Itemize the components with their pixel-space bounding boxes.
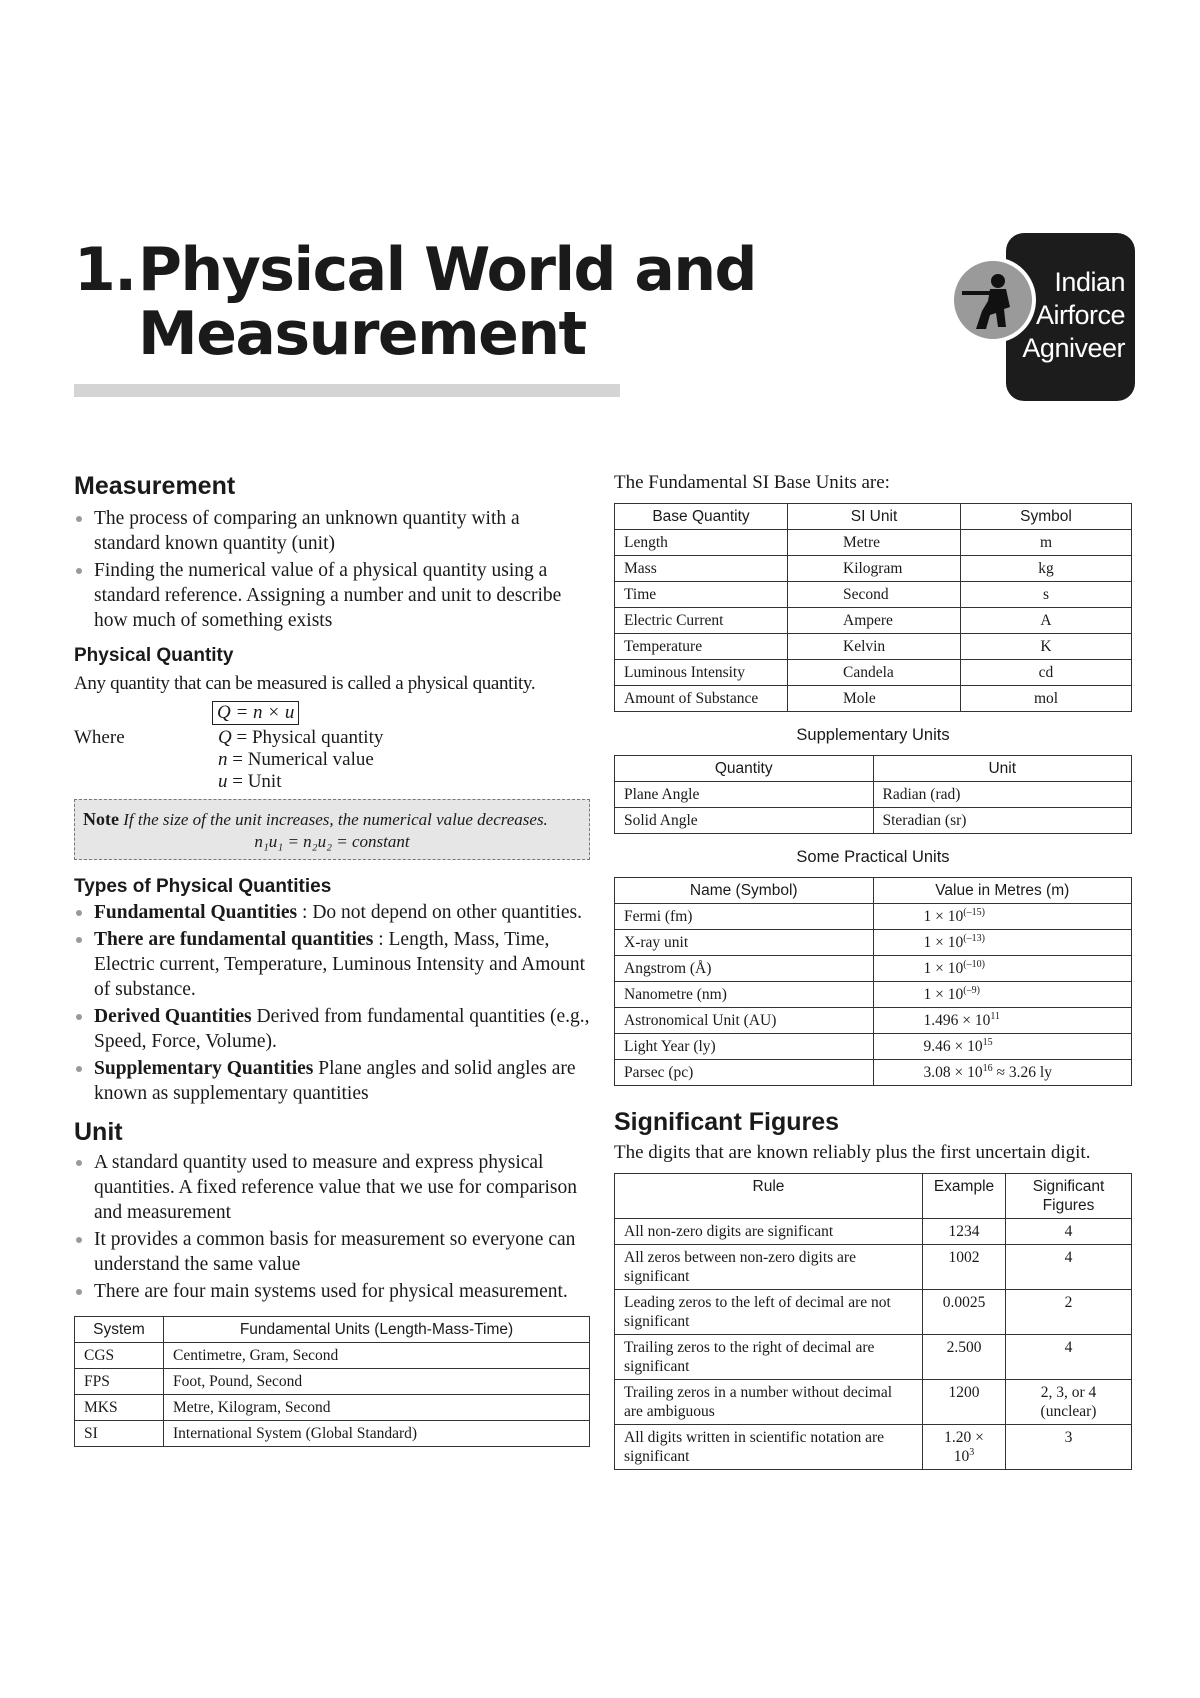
unit-bullets [74,1150,590,1304]
unit-heading: Unit [74,1118,123,1146]
chapter-number: 1. [74,235,136,305]
formula-box: Q = n × u [212,701,299,725]
table-header: Base Quantity [615,504,788,530]
table-cell: Metre, Kilogram, Second [164,1395,590,1421]
si-units-intro: The Fundamental SI Base Units are: [614,472,890,493]
chapter-title-line1: Physical World and [138,235,756,305]
list-item: There are four main systems used for physical measurement. [74,1279,590,1304]
table-row: Temperature Kelvin K [615,634,1132,660]
table-cell: CGS [75,1343,164,1369]
table-row: Solid Angle Steradian (sr) [615,808,1132,834]
note-label: Note [83,809,119,829]
table-header: Fundamental Units (Length-Mass-Time) [164,1317,590,1343]
table-row: Fermi (fm) $1 \times 10^{(-15)}$ [615,904,1132,930]
table-row: Plane Angle Radian (rad) [615,782,1132,808]
definition-row: n = Numerical value [218,749,374,770]
table-header-row [615,756,1132,782]
table-row: All digits written in scientific notation are significant $1.20 \times 10^3$ 3 [615,1425,1132,1470]
chapter-title [74,235,756,369]
table-row: All zeros between non-zero digits are significant 1002 4 [615,1245,1132,1290]
systems-table [74,1316,590,1447]
table-header-row [615,878,1132,904]
measurement-heading: Measurement [74,472,236,500]
table-header: Name (Symbol) [615,878,874,904]
significant-figures-heading: Significant Figures [614,1108,840,1136]
si-units-table [614,503,1132,712]
significant-figures-table [614,1173,1132,1470]
list-item: It provides a common basis for measurement so everyone can understand the same value [74,1227,590,1277]
table-header: Unit [873,756,1132,782]
table-row: Nanometre (nm) $1 \times 10^{(-9)}$ [615,982,1132,1008]
table-row: Astronomical Unit (AU) $1.496 \times 10^{11}$ [615,1008,1132,1034]
types-heading: Types of Physical Quantities [74,876,332,897]
table-row: Parsec (pc) $3.08 \times 10^{16} \approx 3.26$ ly [615,1060,1132,1086]
table-row: Trailing zeros in a number without decimal are ambiguous 1200 2, 3, or 4 (unclear) [615,1380,1132,1425]
list-item: The process of comparing an unknown quantity with a standard known quantity (unit) [74,506,590,556]
badge-line2: Airforce [1035,300,1125,330]
table-cell: SI [75,1421,164,1447]
list-item: Finding the numerical value of a physical quantity using a standard reference. Assigning a number and unit to describe how much of something exists [74,558,590,633]
measurement-bullets [74,506,590,633]
chapter-title-line2: Measurement [138,299,586,369]
table-row: Trailing zeros to the right of decimal are significant 2.500 4 [615,1335,1132,1380]
table-cell: Foot, Pound, Second [164,1369,590,1395]
list-item: Fundamental Quantities : Do not depend on other quantities. [74,900,590,925]
soldier-icon [960,271,1026,335]
note-text: If the size of the unit increases, the numerical value decreases. [123,810,548,829]
physical-quantity-heading: Physical Quantity [74,645,234,666]
table-row [75,1343,590,1369]
table-cell: Centimetre, Gram, Second [164,1343,590,1369]
list-item: A standard quantity used to measure and express physical quantities. A fixed reference value that we use for comparison and measurement [74,1150,590,1225]
badge-line3: Agniveer [1022,333,1125,363]
table-row: X-ray unit $1 \times 10^{(-13)}$ [615,930,1132,956]
table-header: Value in Metres (m) [873,878,1132,904]
table-cell: FPS [75,1369,164,1395]
where-label: Where [74,727,125,748]
table-header: Symbol [961,504,1132,530]
table-row: Leading zeros to the left of decimal are not significant 0.0025 2 [615,1290,1132,1335]
table-cell: International System (Global Standard) [164,1421,590,1447]
table-header: System [75,1317,164,1343]
formula-block [74,701,590,792]
list-item: Derived Quantities Derived from fundamental quantities (e.g., Speed, Force, Volume). [74,1004,590,1054]
table-header: Quantity [615,756,874,782]
table-header: Significant Figures [1006,1174,1132,1219]
definition-row: Q = Physical quantity [218,727,384,748]
note-box [74,799,590,860]
table-row: Luminous Intensity Candela cd [615,660,1132,686]
types-bullets [74,900,590,1106]
table-header-row [75,1317,590,1343]
badge-text [1022,266,1125,365]
table-row: Angstrom (Å) $1 \times 10^{(-10)}$ [615,956,1132,982]
list-item: Supplementary Quantities Plane angles and solid angles are known as supplementary quantities [74,1056,590,1106]
table-row: Amount of Substance Mole mol [615,686,1132,712]
supplementary-caption: Supplementary Units [796,726,950,744]
note-equation: n₁u₁ = n₂u₂ = constant [254,832,410,851]
table-row: All non-zero digits are significant 1234 4 [615,1219,1132,1245]
title-underline-bar [74,384,620,397]
table-row: Length Metre m [615,530,1132,556]
table-header: Rule [615,1174,923,1219]
supplementary-table [614,755,1132,834]
badge-line1: Indian [1054,267,1125,297]
table-header: Example [923,1174,1006,1219]
table-cell: MKS [75,1395,164,1421]
definition-row: u = Unit [218,771,282,792]
table-row: Time Second s [615,582,1132,608]
table-row [75,1421,590,1447]
soldier-emblem [950,257,1036,343]
table-row: Light Year (ly) $9.46 \times 10^{15}$ [615,1034,1132,1060]
table-row: Mass Kilogram kg [615,556,1132,582]
physical-quantity-definition: Any quantity that can be measured is called a physical quantity. [74,673,536,694]
table-header: SI Unit [788,504,961,530]
right-column [614,470,1132,1470]
table-row [75,1369,590,1395]
list-item: There are fundamental quantities : Length, Mass, Time, Electric current, Temperature, Luminous Intensity and Amount of substance. [74,927,590,1002]
significant-figures-definition: The digits that are known reliably plus the first uncertain digit. [614,1142,1091,1163]
formula-definitions [218,727,383,793]
practical-caption: Some Practical Units [796,848,950,866]
table-row [75,1395,590,1421]
left-column [74,470,590,1447]
practical-units-table [614,877,1132,1086]
table-row: Electric Current Ampere A [615,608,1132,634]
table-header-row [615,1174,1132,1219]
table-header-row [615,504,1132,530]
